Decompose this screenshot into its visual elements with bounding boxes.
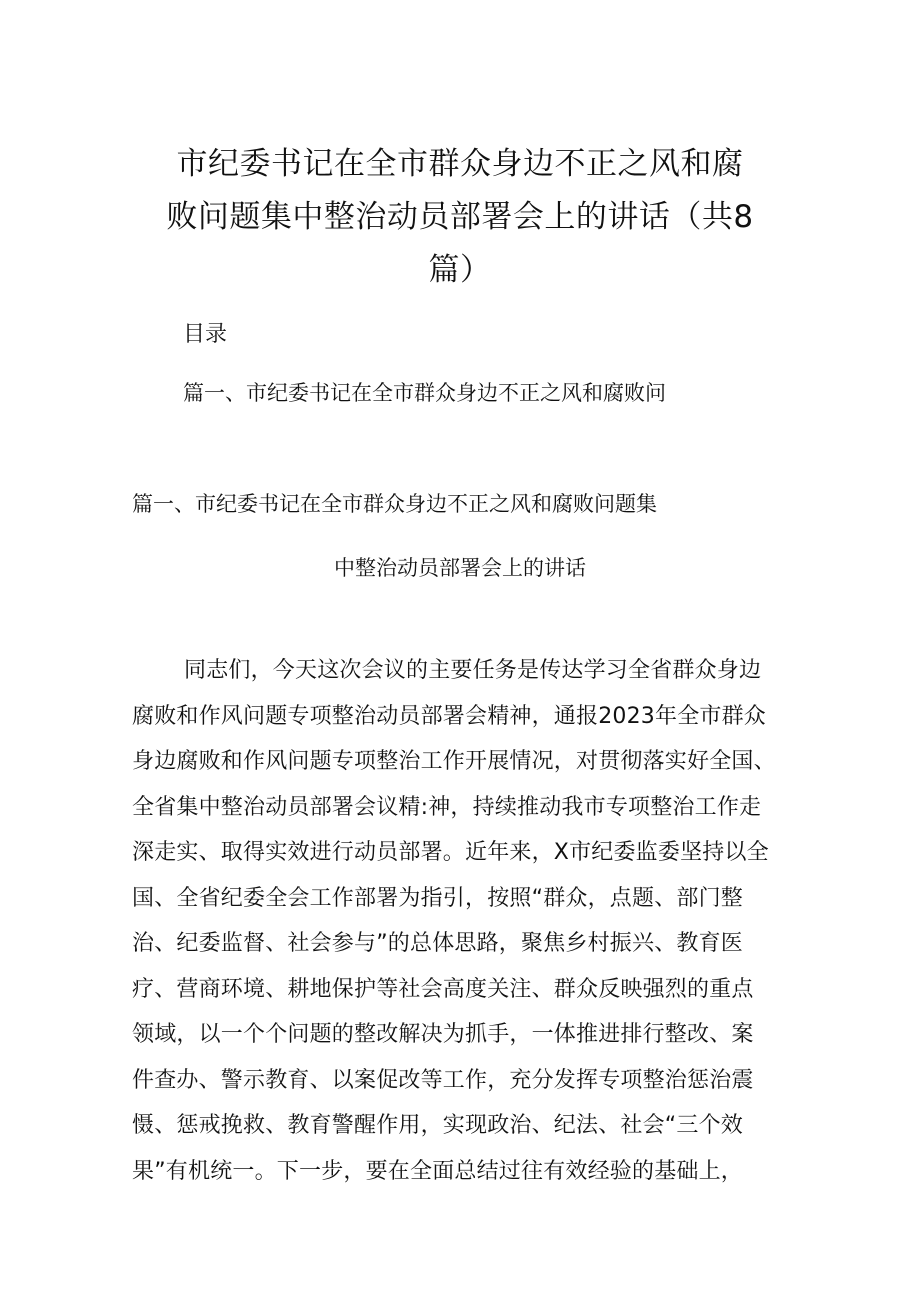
chapter-title-line1: 篇一、市纪委书记在全市群众身边不正之风和腐败问题集 xyxy=(132,492,657,516)
title-line: 市纪委书记在全市群众身边不正之风和腐 xyxy=(176,146,744,182)
paragraph-line: 疗、营商环境、耕地保护等社会高度关注、群众反映强烈的重点 xyxy=(132,976,754,1002)
paragraph-line: 深走实、取得实效进行动员部署。近年来，X市纪委监委坚持以全 xyxy=(132,840,769,865)
toc-heading: 目录 xyxy=(183,322,228,347)
paragraph-line: 身边腐败和作风问题专项整治工作开展情况，对贯彻落实好全国、 xyxy=(132,749,776,774)
paragraph-line: 慑、惩戒挽救、教育警醒作用，实现政治、纪法、社会“三个效 xyxy=(132,1113,743,1138)
body-paragraph xyxy=(132,648,796,1194)
toc-item[interactable]: 篇一、市纪委书记在全市群众身边不正之风和腐败问 xyxy=(183,381,666,405)
title-line: 败问题集中整治动员部署会上的讲话（共8 xyxy=(166,199,754,235)
chapter-title-line2: 中整治动员部署会上的讲话 xyxy=(334,556,586,580)
paragraph-line: 治、纪委监督、社会参与”的总体思路，聚焦乡村振兴、教育医 xyxy=(132,931,743,956)
paragraph-line: 腐败和作风问题专项整治动员部署会精神，通报2023年全市群众 xyxy=(132,703,766,729)
paragraph-line: 国、全省纪委全会工作部署为指引，按照“群众，点题、部门整 xyxy=(132,885,743,911)
paragraph-line: 领域，以一个个问题的整改解决为抓手，一体推进排行整改、案 xyxy=(132,1022,754,1047)
paragraph-line: 同志们，今天这次会议的主要任务是传达学习全省群众身边 xyxy=(184,658,762,683)
paragraph-line: 全省集中整治动员部署会议精:神，持续推动我市专项整治工作走 xyxy=(132,794,762,820)
document-title xyxy=(130,138,790,297)
paragraph-line: 件查办、警示教育、以案促改等工作，充分发挥专项整治惩治震 xyxy=(132,1067,754,1093)
paragraph-line: 果”有机统一。下一步，要在全面总结过往有效经验的基础上， xyxy=(132,1158,743,1184)
title-line: 篇） xyxy=(428,252,492,288)
